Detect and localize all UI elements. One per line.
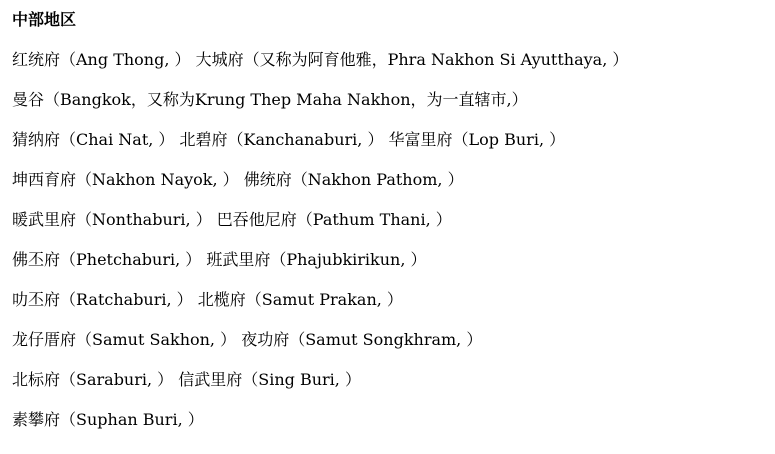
- province-line-5: 暖武里府（Nonthaburi, ） 巴吞他尼府（Pathum Thani, ）: [12, 210, 452, 229]
- province-line-9: 北标府（Saraburi, ） 信武里府（Sing Buri, ）: [12, 370, 361, 389]
- province-line-2: 曼谷（Bangkok，又称为Krung Thep Maha Nakhon，为一直辖市,）: [12, 90, 528, 109]
- province-line-6: 佛丕府（Phetchaburi, ） 班武里府（Phajubkirikun, ）: [12, 250, 427, 269]
- section-heading: 中部地区: [12, 10, 77, 29]
- province-line-4: 坤西育府（Nakhon Nayok, ） 佛统府（Nakhon Pathom, ）: [12, 170, 464, 189]
- province-line-1: 红统府（Ang Thong, ） 大城府（又称为阿育他雅，Phra Nakhon Si Ayutthaya, ）: [12, 50, 629, 69]
- province-line-8: 龙仔厝府（Samut Sakhon, ） 夜功府（Samut Songkhram, ）: [12, 330, 483, 349]
- province-line-3: 猜纳府（Chai Nat, ） 北碧府（Kanchanaburi, ） 华富里府（Lop Buri, ）: [12, 130, 566, 149]
- province-line-10: 素攀府（Suphan Buri, ）: [12, 410, 204, 429]
- document-body: [12, 8, 767, 448]
- province-line-7: 叻丕府（Ratchaburi, ） 北榄府（Samut Prakan, ）: [12, 290, 403, 309]
